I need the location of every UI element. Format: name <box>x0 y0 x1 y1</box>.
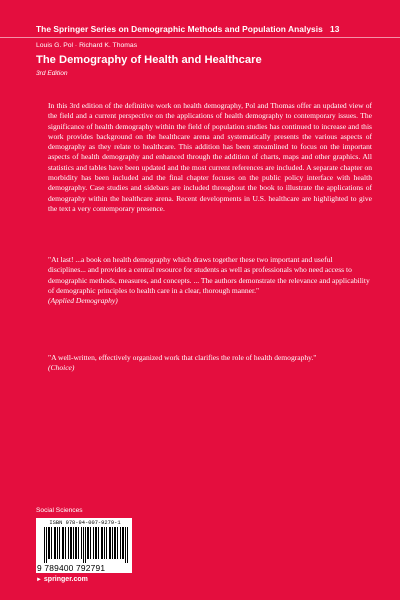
review-2-source: (Choice) <box>48 363 75 373</box>
barcode-panel <box>36 518 132 573</box>
publisher-link[interactable] <box>36 576 88 583</box>
arrow-right-icon: ► <box>36 577 42 583</box>
review-1-quote: "At last! ...a book on health demography which draws together these two important and useful disciplines... and provides a central resource for students as well as professionals who need access to demographic methods, measures, and concepts. ... The authors demonstrate the relevance and applicability of demographic principles to health care in a clear, thorough manner." <box>48 255 370 295</box>
review-2 <box>48 353 370 374</box>
review-1-source: (Applied Demography) <box>48 296 118 306</box>
series-name: The Springer Series on Demographic Methods and Population Analysis <box>36 24 323 34</box>
book-title: The Demography of Health and Healthcare <box>36 54 262 66</box>
series-volume: 13 <box>330 24 340 34</box>
edition-label: 3rd Edition <box>36 70 68 77</box>
publisher-url: springer.com <box>43 576 88 583</box>
review-1 <box>48 255 370 306</box>
authors: Louis G. Pol · Richard K. Thomas <box>36 42 138 49</box>
header-divider <box>0 37 400 38</box>
barcode-digits: 9 789400 792791 <box>37 563 106 573</box>
series-header <box>36 24 339 34</box>
barcode-icon <box>44 527 128 563</box>
description-block <box>48 101 372 214</box>
review-2-quote: "A well-written, effectively organized work that clarifies the role of health demography." <box>48 353 317 362</box>
isbn-label: ISBN 978-94-007-9279-1 <box>49 520 121 526</box>
subject-category: Social Sciences <box>36 507 83 514</box>
description-paragraph: In this 3rd edition of the definitive work on health demography, Pol and Thomas offer an updated view of the field and a current perspective on the applications of health demography to contemporary issues. The significance of health demography within the field of population studies has continued to increase and this work provides background on the healthcare arena and systematically presents the various aspects of demography as they relate to healthcare. This addition has been streamlined to focus on the important aspects of health demography and enhanced through the addition of charts, maps and other graphics. All statistics and tables have been updated and the most current references are included. A separate chapter on morbidity has been included and the final chapter focuses on the public policy interface with health demography. Case studies and sidebars are included throughout the book to illustrate the applications of demography within the healthcare arena. Recent developments in U.S. healthcare are highlighted to give the text a very contemporary presence. <box>48 101 372 213</box>
